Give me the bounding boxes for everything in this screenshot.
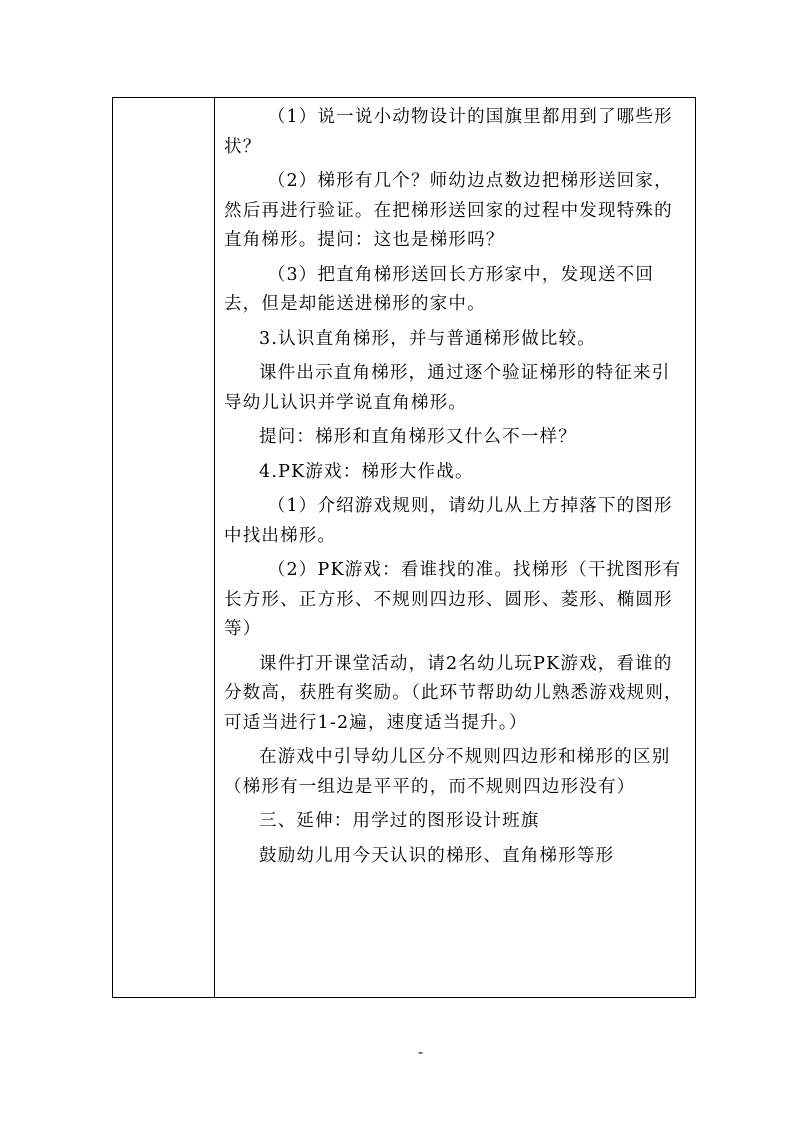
page-footer-mark: - [418,1045,424,1061]
paragraph-13: 鼓励幼儿用今天认识的梯形、直角梯形等形 [259,845,615,866]
paragraph-1: （1）说一说小动物设计的国旗里都用到了哪些形状？ [224,107,673,157]
paragraph-3: （3）把直角梯形送回长方形家中，发现送不回去，但是却能送进梯形的家中。 [224,264,655,314]
paragraph-2: （2）梯形有几个？师幼边点数边把梯形送回家，然后再进行验证。在把梯形送回家的过程中发现特殊的直角梯形。提问：这也是梯形吗？ [224,171,673,250]
lesson-content-cell [215,98,695,997]
paragraph-8: （1）介绍游戏规则，请幼儿从上方掉落下的图形中找出梯形。 [224,496,673,546]
paragraph-12: 三、延伸：用学过的图形设计班旗 [259,811,540,831]
lesson-table [112,97,696,998]
paragraph-11: 在游戏中引导幼儿区分不规则四边形和梯形的区别（梯形有一组边是平平的，而不规则四边形没有） [224,747,671,797]
paragraph-9: （2）PK游戏：看谁找的准。找梯形（干扰图形有长方形、正方形、不规则四边形、圆形、菱形、椭圆形等） [224,560,682,639]
paragraph-7: 4.PK游戏：梯形大作战。 [259,461,474,482]
paragraph-10: 课件打开课堂活动，请2名幼儿玩PK游戏，看谁的分数高，获胜有奖励。（此环节帮助幼儿熟悉游戏规则，可适当进行1-2遍，速度适当提升。） [224,653,683,733]
paragraph-4: 3.认识直角梯形，并与普通梯形做比较。 [259,328,596,349]
paragraph-5: 课件出示直角梯形，通过逐个验证梯形的特征来引导幼儿认识并学说直角梯形。 [224,363,671,413]
paragraph-6: 提问：梯形和直角梯形又什么不一样？ [259,427,577,447]
